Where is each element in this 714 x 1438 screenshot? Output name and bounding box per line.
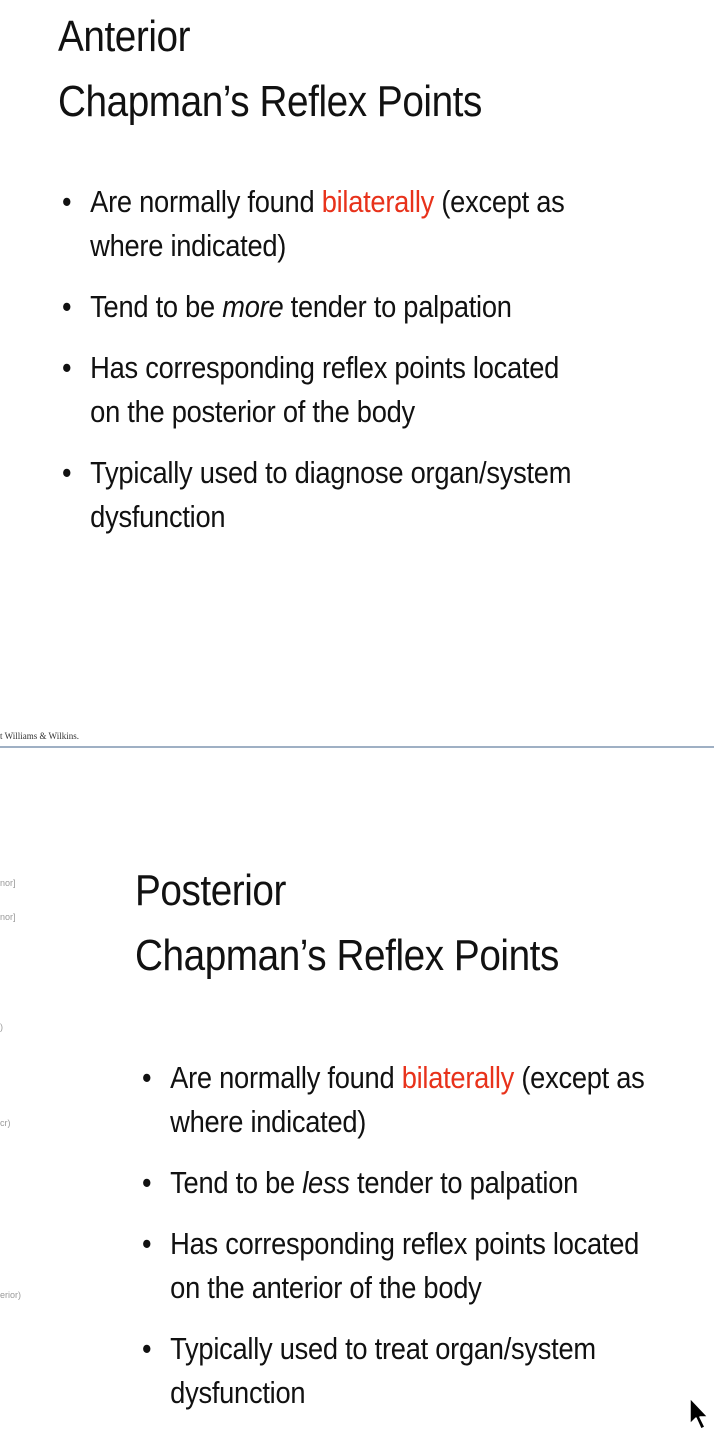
image-credit: t Williams & Wilkins.	[0, 731, 79, 741]
bullet-dot: •	[62, 289, 72, 324]
bullet-item	[62, 346, 571, 434]
bullet-item	[142, 1161, 645, 1205]
title-line-2: Chapman’s Reflex Points	[58, 77, 482, 126]
bullet-text: tender to palpation	[349, 1165, 579, 1200]
bullet-item	[62, 451, 571, 539]
bullet-text: where indicated)	[170, 1104, 367, 1139]
bullet-text: Are normally found	[170, 1060, 402, 1095]
margin-label: nor]	[0, 878, 16, 888]
margin-label: cr)	[0, 1118, 11, 1128]
emphasis-text: less	[302, 1165, 350, 1200]
bullet-text: where indicated)	[90, 228, 287, 263]
slide-title	[58, 4, 482, 134]
bullet-dot: •	[142, 1060, 152, 1095]
title-line-1: Anterior	[58, 12, 191, 61]
bullet-text: dysfunction	[170, 1375, 306, 1410]
margin-label: nor]	[0, 912, 16, 922]
bullet-dot: •	[142, 1165, 152, 1200]
bullet-dot: •	[62, 350, 72, 385]
bullet-text: Has corresponding reflex points located	[170, 1226, 640, 1261]
bullet-text: Are normally found	[90, 184, 322, 219]
bullet-list	[142, 1056, 713, 1432]
bullet-text: Typically used to treat organ/system	[170, 1331, 596, 1366]
slide-title	[135, 858, 559, 988]
arrow-cursor-icon	[688, 1396, 710, 1432]
bullet-dot: •	[142, 1226, 152, 1261]
bullet-text: Typically used to diagnose organ/system	[90, 455, 572, 490]
bullet-item	[62, 285, 571, 329]
bullet-item	[142, 1327, 645, 1415]
bullet-dot: •	[62, 184, 72, 219]
bullet-dot: •	[142, 1331, 152, 1366]
margin-label: erior)	[0, 1290, 22, 1300]
bullet-item	[62, 180, 571, 268]
bullet-text: (except as	[514, 1060, 645, 1095]
bullet-text: on the posterior of the body	[90, 394, 415, 429]
bullet-item	[142, 1222, 645, 1310]
bullet-list	[62, 180, 641, 556]
bullet-text: Tend to be	[90, 289, 223, 324]
bullet-text: (except as	[434, 184, 565, 219]
highlight-text: bilaterally	[401, 1060, 515, 1095]
slide-divider	[0, 746, 714, 748]
bullet-text: tender to palpation	[283, 289, 512, 324]
bullet-item	[142, 1056, 645, 1144]
emphasis-text: more	[222, 289, 284, 324]
margin-label: )	[0, 1022, 3, 1032]
bullet-dot: •	[62, 455, 72, 490]
title-line-2: Chapman’s Reflex Points	[135, 931, 559, 980]
slide-posterior	[0, 750, 714, 1438]
bullet-text: Tend to be	[170, 1165, 303, 1200]
title-line-1: Posterior	[135, 866, 286, 915]
bullet-text: dysfunction	[90, 499, 226, 534]
highlight-text: bilaterally	[321, 184, 435, 219]
bullet-text: Has corresponding reflex points located	[90, 350, 560, 385]
bullet-text: on the anterior of the body	[170, 1270, 482, 1305]
